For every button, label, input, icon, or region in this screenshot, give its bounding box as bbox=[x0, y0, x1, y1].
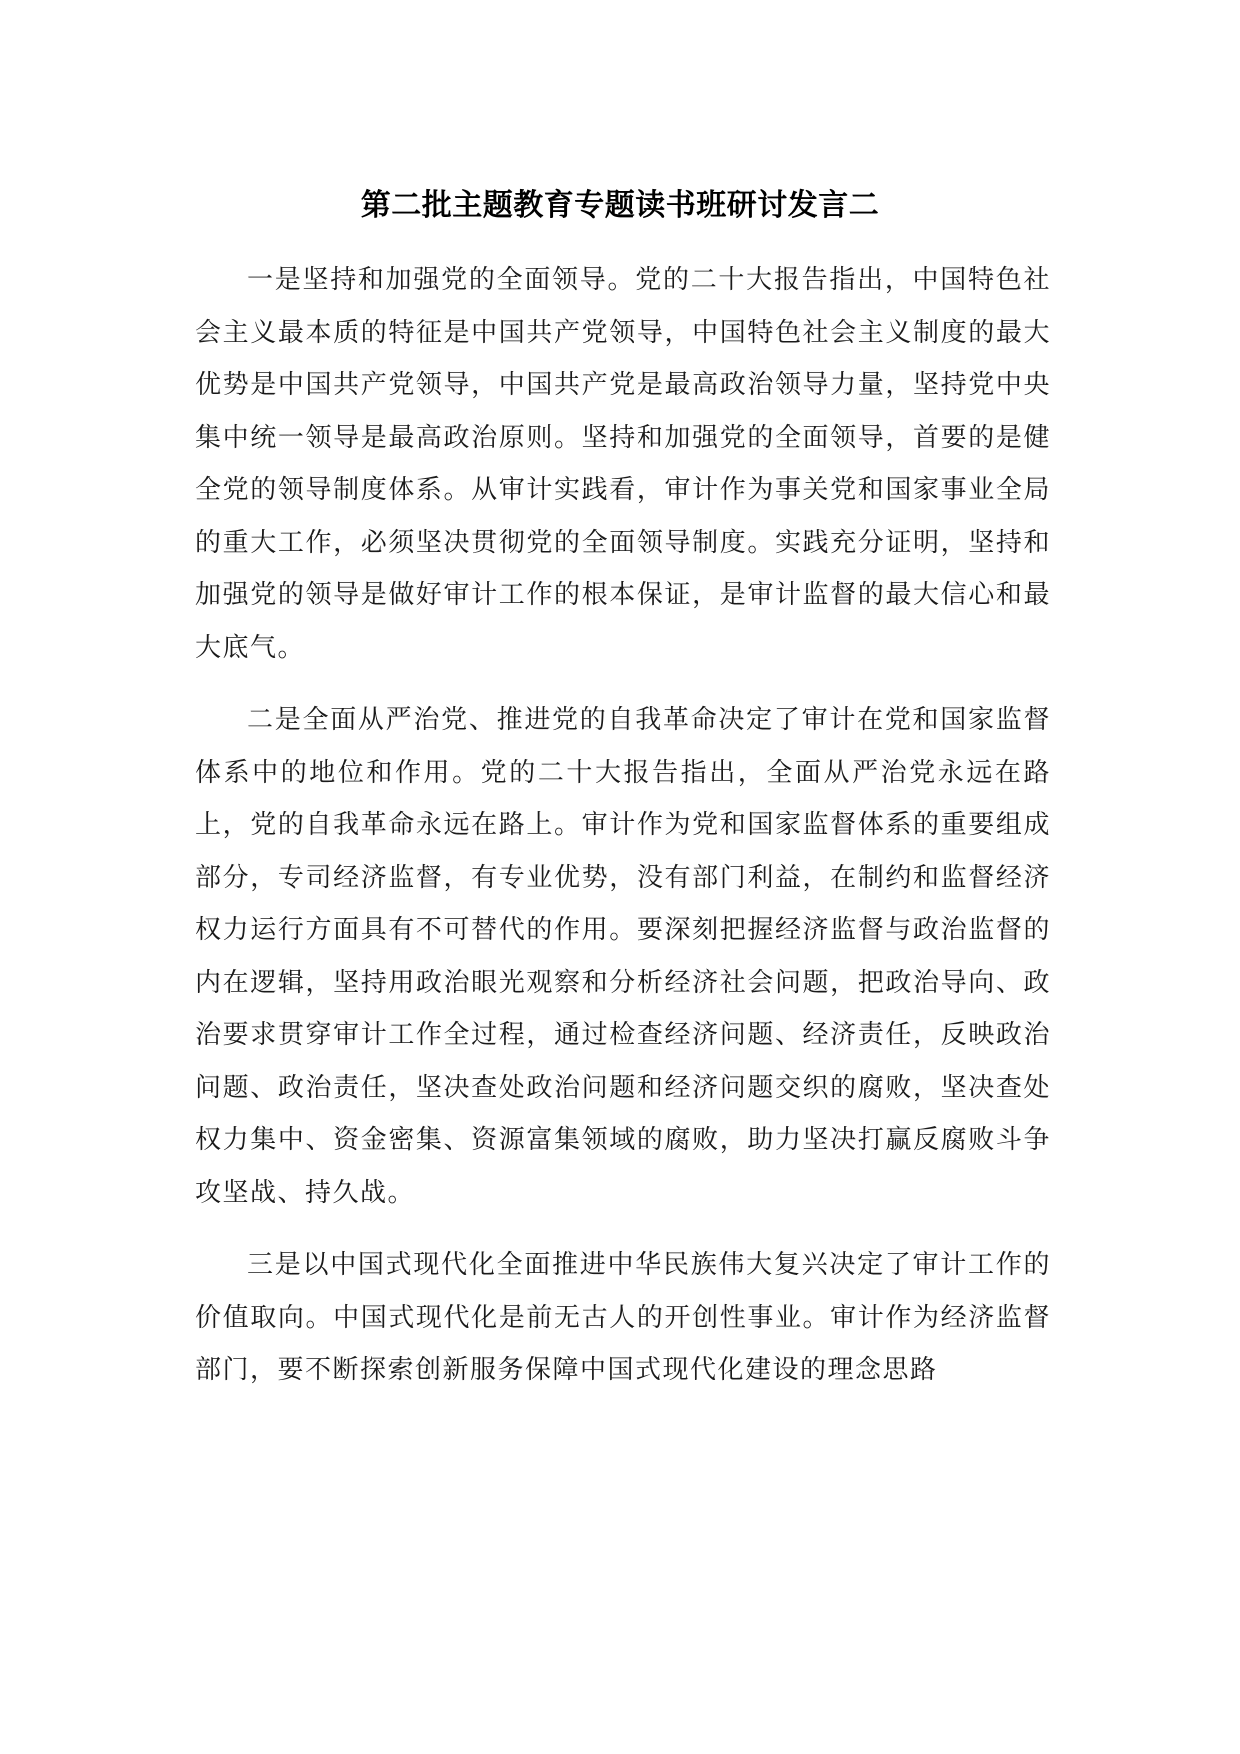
paragraph-3: 三是以中国式现代化全面推进中华民族伟大复兴决定了审计工作的价值取向。中国式现代化是前无古人的开创性事业。审计作为经济监督部门，要不断探索创新服务保障中国式现代化建设的理念思路 bbox=[195, 1250, 1051, 1385]
document-body bbox=[195, 254, 1051, 1417]
paragraph-2: 二是全面从严治党、推进党的自我革命决定了审计在党和国家监督体系中的地位和作用。党的二十大报告指出，全面从严治党永远在路上，党的自我革命永远在路上。审计作为党和国家监督体系的重要组成部分，专司经济监督，有专业优势，没有部门利益，在制约和监督经济权力运行方面具有不可替代的作用。要深刻把握经济监督与政治监督的内在逻辑，坚持用政治眼光观察和分析经济社会问题，把政治导向、政治要求贯穿审计工作全过程，通过检查经济问题、经济责任，反映政治问题、政治责任，坚决查处政治问题和经济问题交织的腐败，坚决查处权力集中、资金密集、资源富集领域的腐败，助力坚决打赢反腐败斗争攻坚战、持久战。 bbox=[195, 705, 1051, 1208]
paragraph-1: 一是坚持和加强党的全面领导。党的二十大报告指出，中国特色社会主义最本质的特征是中国共产党领导，中国特色社会主义制度的最大优势是中国共产党领导，中国共产党是最高政治领导力量，坚持党中央集中统一领导是最高政治原则。坚持和加强党的全面领导，首要的是健全党的领导制度体系。从审计实践看，审计作为事关党和国家事业全局的重大工作，必须坚决贯彻党的全面领导制度。实践充分证明，坚持和加强党的领导是做好审计工作的根本保证，是审计监督的最大信心和最大底气。 bbox=[195, 265, 1051, 663]
document-title: 第二批主题教育专题读书班研讨发言二 bbox=[360, 188, 880, 223]
